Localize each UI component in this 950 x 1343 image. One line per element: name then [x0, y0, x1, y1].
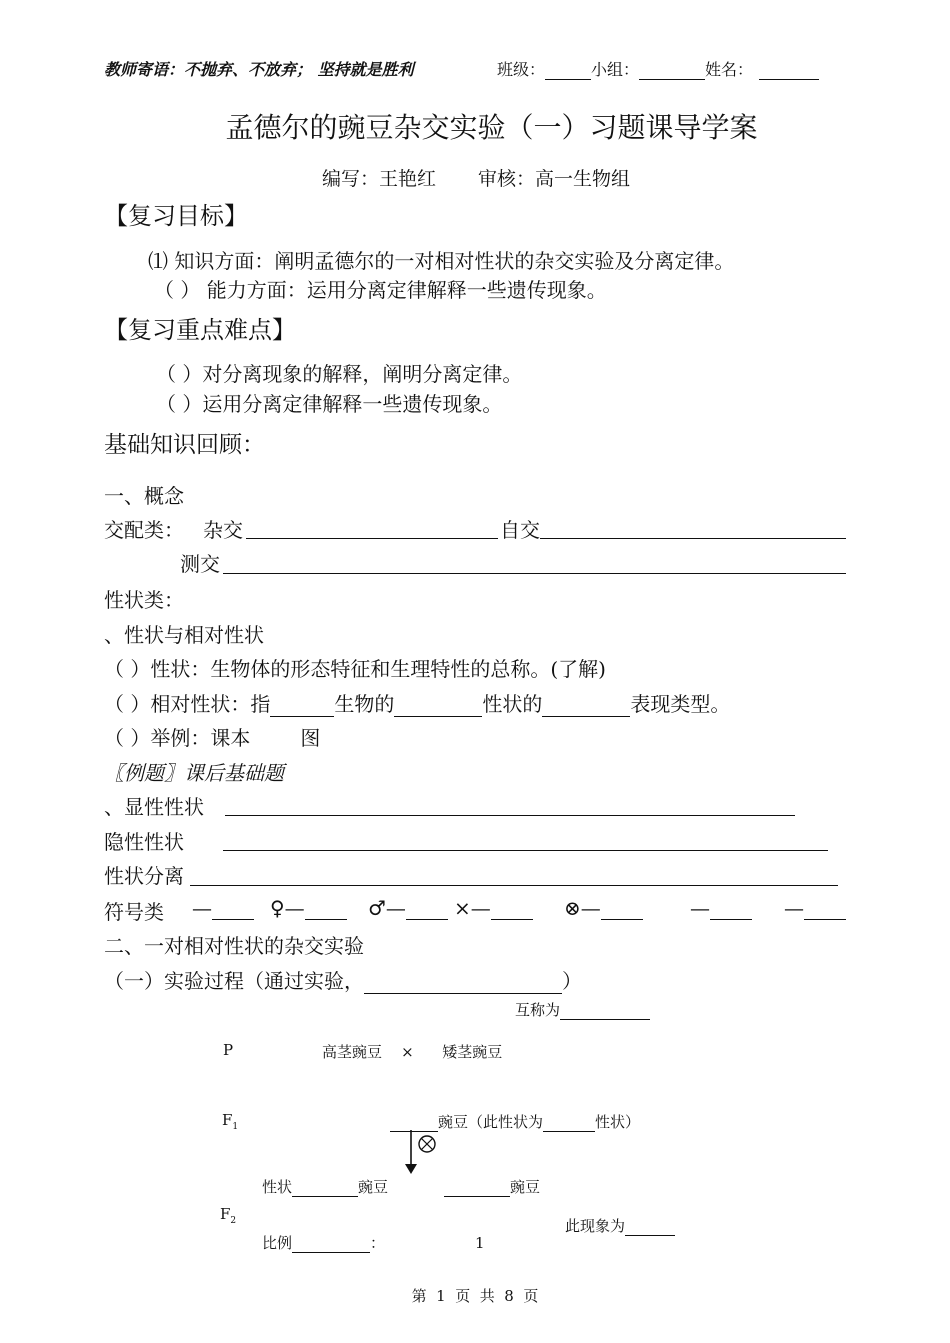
review-goals-heading: 【复习目标】: [104, 202, 248, 230]
name-label: 姓名：: [705, 60, 754, 79]
f2-traits-line: [262, 1176, 388, 1197]
class-input[interactable]: [545, 65, 591, 80]
symbol-3-blank[interactable]: [406, 903, 448, 920]
f1-text-end: 性状）: [595, 1113, 641, 1131]
f2-pea-2: 豌豆: [510, 1178, 541, 1196]
ratio-colon: ：: [370, 1234, 386, 1252]
goal-item-1: ⑴ 知识方面：阐明孟德尔的一对相对性状的杂交实验及分离定律。: [148, 249, 735, 273]
teacher-motto: 教师寄语：不抛弃、不放弃； 坚持就是胜利: [104, 60, 414, 79]
relative-trait-text-1: （ ）相对性状：指: [104, 692, 271, 716]
symbol-5-blank[interactable]: [601, 903, 643, 920]
example-line: [104, 722, 320, 751]
symbol-7-blank[interactable]: [804, 903, 846, 920]
recessive-label: 隐性性状: [104, 830, 184, 854]
f1-subscript: 1: [232, 1122, 239, 1132]
f1-label: [222, 1111, 238, 1132]
f2-subscript: 2: [230, 1216, 237, 1226]
trait-class-label: 性状类：: [104, 588, 184, 612]
recessive-blank[interactable]: [223, 834, 828, 851]
basics-heading: 基础知识回顾：: [104, 432, 265, 458]
f2-blank-1[interactable]: [292, 1184, 358, 1197]
example-task: 〖例题〗课后基础题: [104, 761, 284, 785]
page-footer: 第 1 页 共 8 页: [411, 1287, 539, 1305]
mutual-text: 互称为: [515, 1001, 561, 1019]
cross-symbol: ×—: [454, 896, 491, 920]
female-symbol: ♀—: [270, 896, 305, 920]
mating-label: 交配类：: [104, 518, 184, 542]
relative-trait-line: [104, 688, 730, 717]
selfing-label: 自交: [500, 518, 540, 542]
testcross-label: 测交: [180, 552, 220, 576]
symbol-1-text: —: [192, 896, 212, 920]
symbol-5: [564, 896, 643, 920]
mutual-blank[interactable]: [560, 1007, 650, 1020]
symbol-4-blank[interactable]: [491, 903, 533, 920]
symbols-label: 符号类: [104, 900, 164, 924]
male-symbol: ♂—: [368, 896, 406, 920]
parents: 高茎豌豆 × 矮茎豌豆: [322, 1043, 503, 1061]
relative-blank-3[interactable]: [542, 701, 630, 717]
symbol-3: [368, 896, 448, 920]
f2-letter: F: [220, 1205, 231, 1223]
relative-trait-text-4: 表现类型。: [630, 692, 731, 716]
experiment-heading: 二、一对相对性状的杂交实验: [104, 934, 364, 958]
dominant-label: 、显性性状: [104, 795, 204, 819]
symbol-4: [454, 896, 533, 920]
key-point-1: （ ）对分离现象的解释，阐明分离定律。: [156, 362, 523, 386]
process-end: ）: [562, 969, 582, 993]
relative-trait-text-3: 性状的: [482, 692, 543, 716]
group-label: 小组：: [591, 60, 640, 79]
symbol-7: [784, 896, 846, 920]
symbol-6: [690, 896, 752, 920]
phenomenon-blank[interactable]: [625, 1223, 675, 1236]
f2-label: [220, 1205, 236, 1226]
example-text-1: （ ）举例：课本: [104, 726, 251, 750]
phenomenon-text: 此现象为: [565, 1217, 626, 1235]
relative-blank-2[interactable]: [394, 701, 482, 717]
f2-pea-1: 豌豆: [358, 1178, 389, 1196]
hybrid-blank[interactable]: [246, 522, 498, 539]
ratio-one: 1: [475, 1234, 485, 1252]
selfing-arrow-icon: [400, 1128, 440, 1176]
symbol-1: [192, 896, 254, 920]
ratio-line: [262, 1232, 385, 1253]
trait-definition: （ ）性状：生物体的形态特征和生理特性的总称。(了解): [104, 657, 606, 681]
hybrid-label: 杂交: [203, 518, 243, 542]
class-label: 班级：: [497, 60, 546, 79]
process-blank[interactable]: [364, 977, 562, 994]
process-text: （一）实验过程（通过实验，: [104, 969, 364, 993]
phenomenon-line: [565, 1215, 675, 1236]
mutual-line: [515, 999, 650, 1020]
symbol-1-blank[interactable]: [212, 903, 254, 920]
f2-traits-text: 性状: [262, 1178, 293, 1196]
page-title: 孟德尔的豌豆杂交实验（一）习题课导学案: [225, 111, 758, 144]
name-input[interactable]: [759, 65, 819, 80]
ratio-text: 比例: [262, 1234, 293, 1252]
symbol-2: [270, 896, 347, 920]
p-label: P: [223, 1041, 234, 1059]
concepts-heading: 一、概念: [104, 484, 184, 508]
class-field: [497, 57, 819, 80]
dominant-blank[interactable]: [225, 799, 795, 816]
editor: 编写：王艳红: [322, 168, 437, 190]
reviewer: 审核：高一生物组: [478, 168, 631, 190]
f1-letter: F: [222, 1111, 233, 1129]
selfing-symbol: ⊗—: [564, 896, 601, 920]
symbol-6-text: —: [690, 896, 710, 920]
trait-subheading: 、性状与相对性状: [104, 623, 264, 647]
segregation-label: 性状分离: [104, 864, 184, 888]
f1-blank-2[interactable]: [543, 1119, 595, 1132]
key-points-heading: 【复习重点难点】: [104, 316, 296, 344]
f2-recessive-line: [444, 1176, 540, 1197]
relative-trait-text-2: 生物的: [334, 692, 395, 716]
group-input[interactable]: [639, 65, 705, 80]
process-line: [104, 965, 582, 994]
selfing-blank[interactable]: [540, 522, 846, 539]
ratio-blank[interactable]: [292, 1240, 370, 1253]
relative-blank-1[interactable]: [270, 701, 334, 717]
segregation-blank[interactable]: [190, 869, 838, 886]
example-text-2: 图: [300, 726, 321, 750]
f1-text: 豌豆（此性状为: [438, 1113, 544, 1131]
goal-item-2: （ ） 能力方面：运用分离定律解释一些遗传现象。: [154, 278, 607, 302]
symbol-2-blank[interactable]: [305, 903, 347, 920]
f2-blank-2[interactable]: [444, 1184, 510, 1197]
symbol-6-blank[interactable]: [710, 903, 752, 920]
symbol-7-text: —: [784, 896, 804, 920]
testcross-blank[interactable]: [223, 557, 846, 574]
key-point-2: （ ）运用分离定律解释一些遗传现象。: [156, 392, 503, 416]
